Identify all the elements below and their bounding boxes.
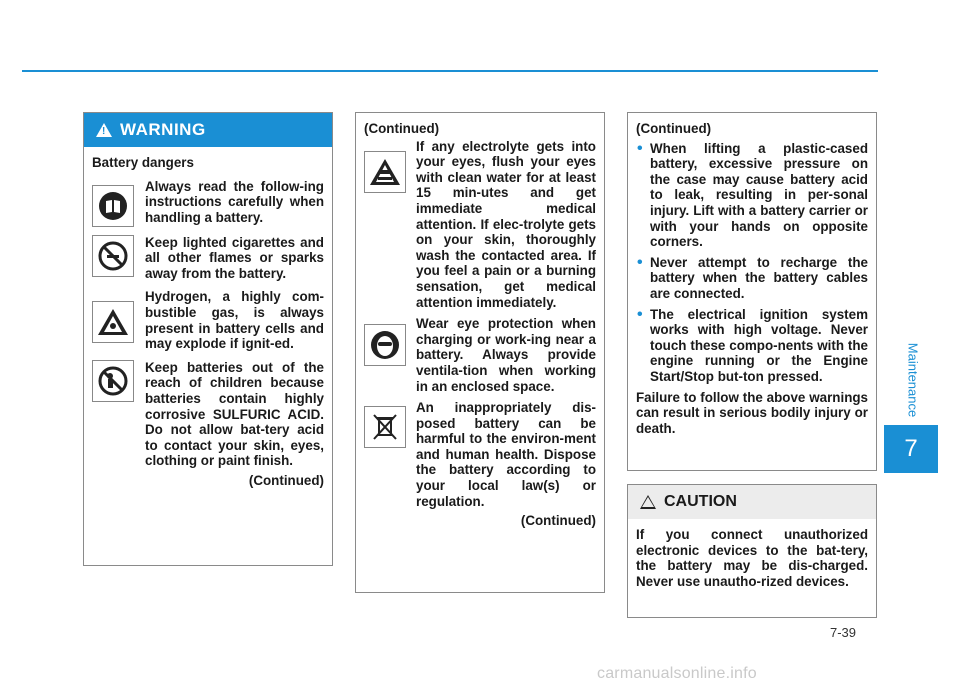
warning-item <box>364 316 596 394</box>
warning-triangle-icon: ! <box>96 123 112 137</box>
warning-subtitle: Battery dangers <box>92 155 194 170</box>
warning-item <box>92 179 324 227</box>
explosive-icon <box>92 301 134 343</box>
top-rule <box>22 70 878 72</box>
eye-protection-icon <box>364 324 406 366</box>
continued-panel-right <box>627 112 877 471</box>
page-number: 7-39 <box>830 625 857 640</box>
warning-item <box>92 235 324 282</box>
warning-item-text: Wear eye protection when charging or work-ing near a battery. Always provide ventila-tion when working in an enclosed space. <box>416 316 596 394</box>
warning-title: WARNING <box>120 120 206 139</box>
warning-item <box>364 139 596 311</box>
warning-panel <box>83 112 333 566</box>
warning-item-text: If any electrolyte gets into your eyes, flush your eyes with clean water for at least 15 min-utes and get immediate medical attention. If elec-trolyte gets on your skin, thoroughly wash the contacted area. If you feel a pain or a burning sensation, get medical attention immediately. <box>416 138 596 310</box>
electrolyte-burn-icon <box>364 151 406 193</box>
closing-warning: Failure to follow the above warnings can result in serious bodily injury or death. <box>636 389 868 436</box>
list-item: • When lifting a plastic-cased battery, excessive pressure on the case may cause battery acid to leak, resulting in per-sonal injury. Lift with a battery carrier or with your hands on opposite corners. <box>636 141 868 250</box>
continued-label: (Continued) <box>520 513 596 529</box>
read-manual-icon <box>92 185 134 227</box>
recycle-bin-crossed-icon <box>364 406 406 448</box>
warning-item-text: An inappropriately dis-posed battery can be harmful to the environ-ment and human health. Dispose the battery according to your local law(s) or regulation. <box>416 400 596 509</box>
caution-panel <box>627 484 877 618</box>
continued-label: (Continued) <box>248 472 324 488</box>
list-item: • The electrical ignition system works with high voltage. Never touch these compo-nents with the engine running or the Engine Start/Stop but-ton pressed. <box>636 307 868 385</box>
caution-triangle-icon <box>640 495 656 509</box>
keep-away-children-icon <box>92 360 134 402</box>
chapter-number: 7 <box>904 435 918 462</box>
no-smoking-icon <box>92 235 134 277</box>
warning-item <box>92 360 324 469</box>
warning-item <box>364 400 596 509</box>
warning-header <box>84 113 332 147</box>
warning-item-text: Keep lighted cigarettes and all other flames or sparks away from the battery. <box>145 234 324 281</box>
warning-item-text: Hydrogen, a highly com-bustible gas, is always present in battery cells and may explode if ignit-ed. <box>145 289 324 352</box>
section-label: Maintenance <box>905 342 921 418</box>
caution-title: CAUTION <box>664 493 737 510</box>
footer-watermark: carmanualsonline.info <box>597 665 757 682</box>
continued-panel-middle <box>355 112 605 593</box>
warning-item <box>92 289 324 351</box>
caution-header <box>628 485 876 519</box>
list-item: • Never attempt to recharge the battery when the battery cables are connected. <box>636 255 868 302</box>
chapter-badge <box>884 425 938 473</box>
caution-text: If you connect unauthorized electronic devices to the bat-tery, the battery may be dis-charged. Never use unautho-rized devices. <box>636 527 868 589</box>
section-tab <box>890 340 936 420</box>
continued-heading: (Continued) <box>364 121 440 136</box>
continued-heading: (Continued) <box>636 121 712 136</box>
warning-item-text: Keep batteries out of the reach of children because batteries contain highly corrosive SULFURIC ACID. Do not allow bat-tery acid to contact your skin, eyes, clothing or paint finish. <box>145 359 324 469</box>
warning-bullet-list <box>636 141 868 385</box>
warning-item-text: Always read the follow-ing instructions carefully when handling a battery. <box>145 178 324 225</box>
